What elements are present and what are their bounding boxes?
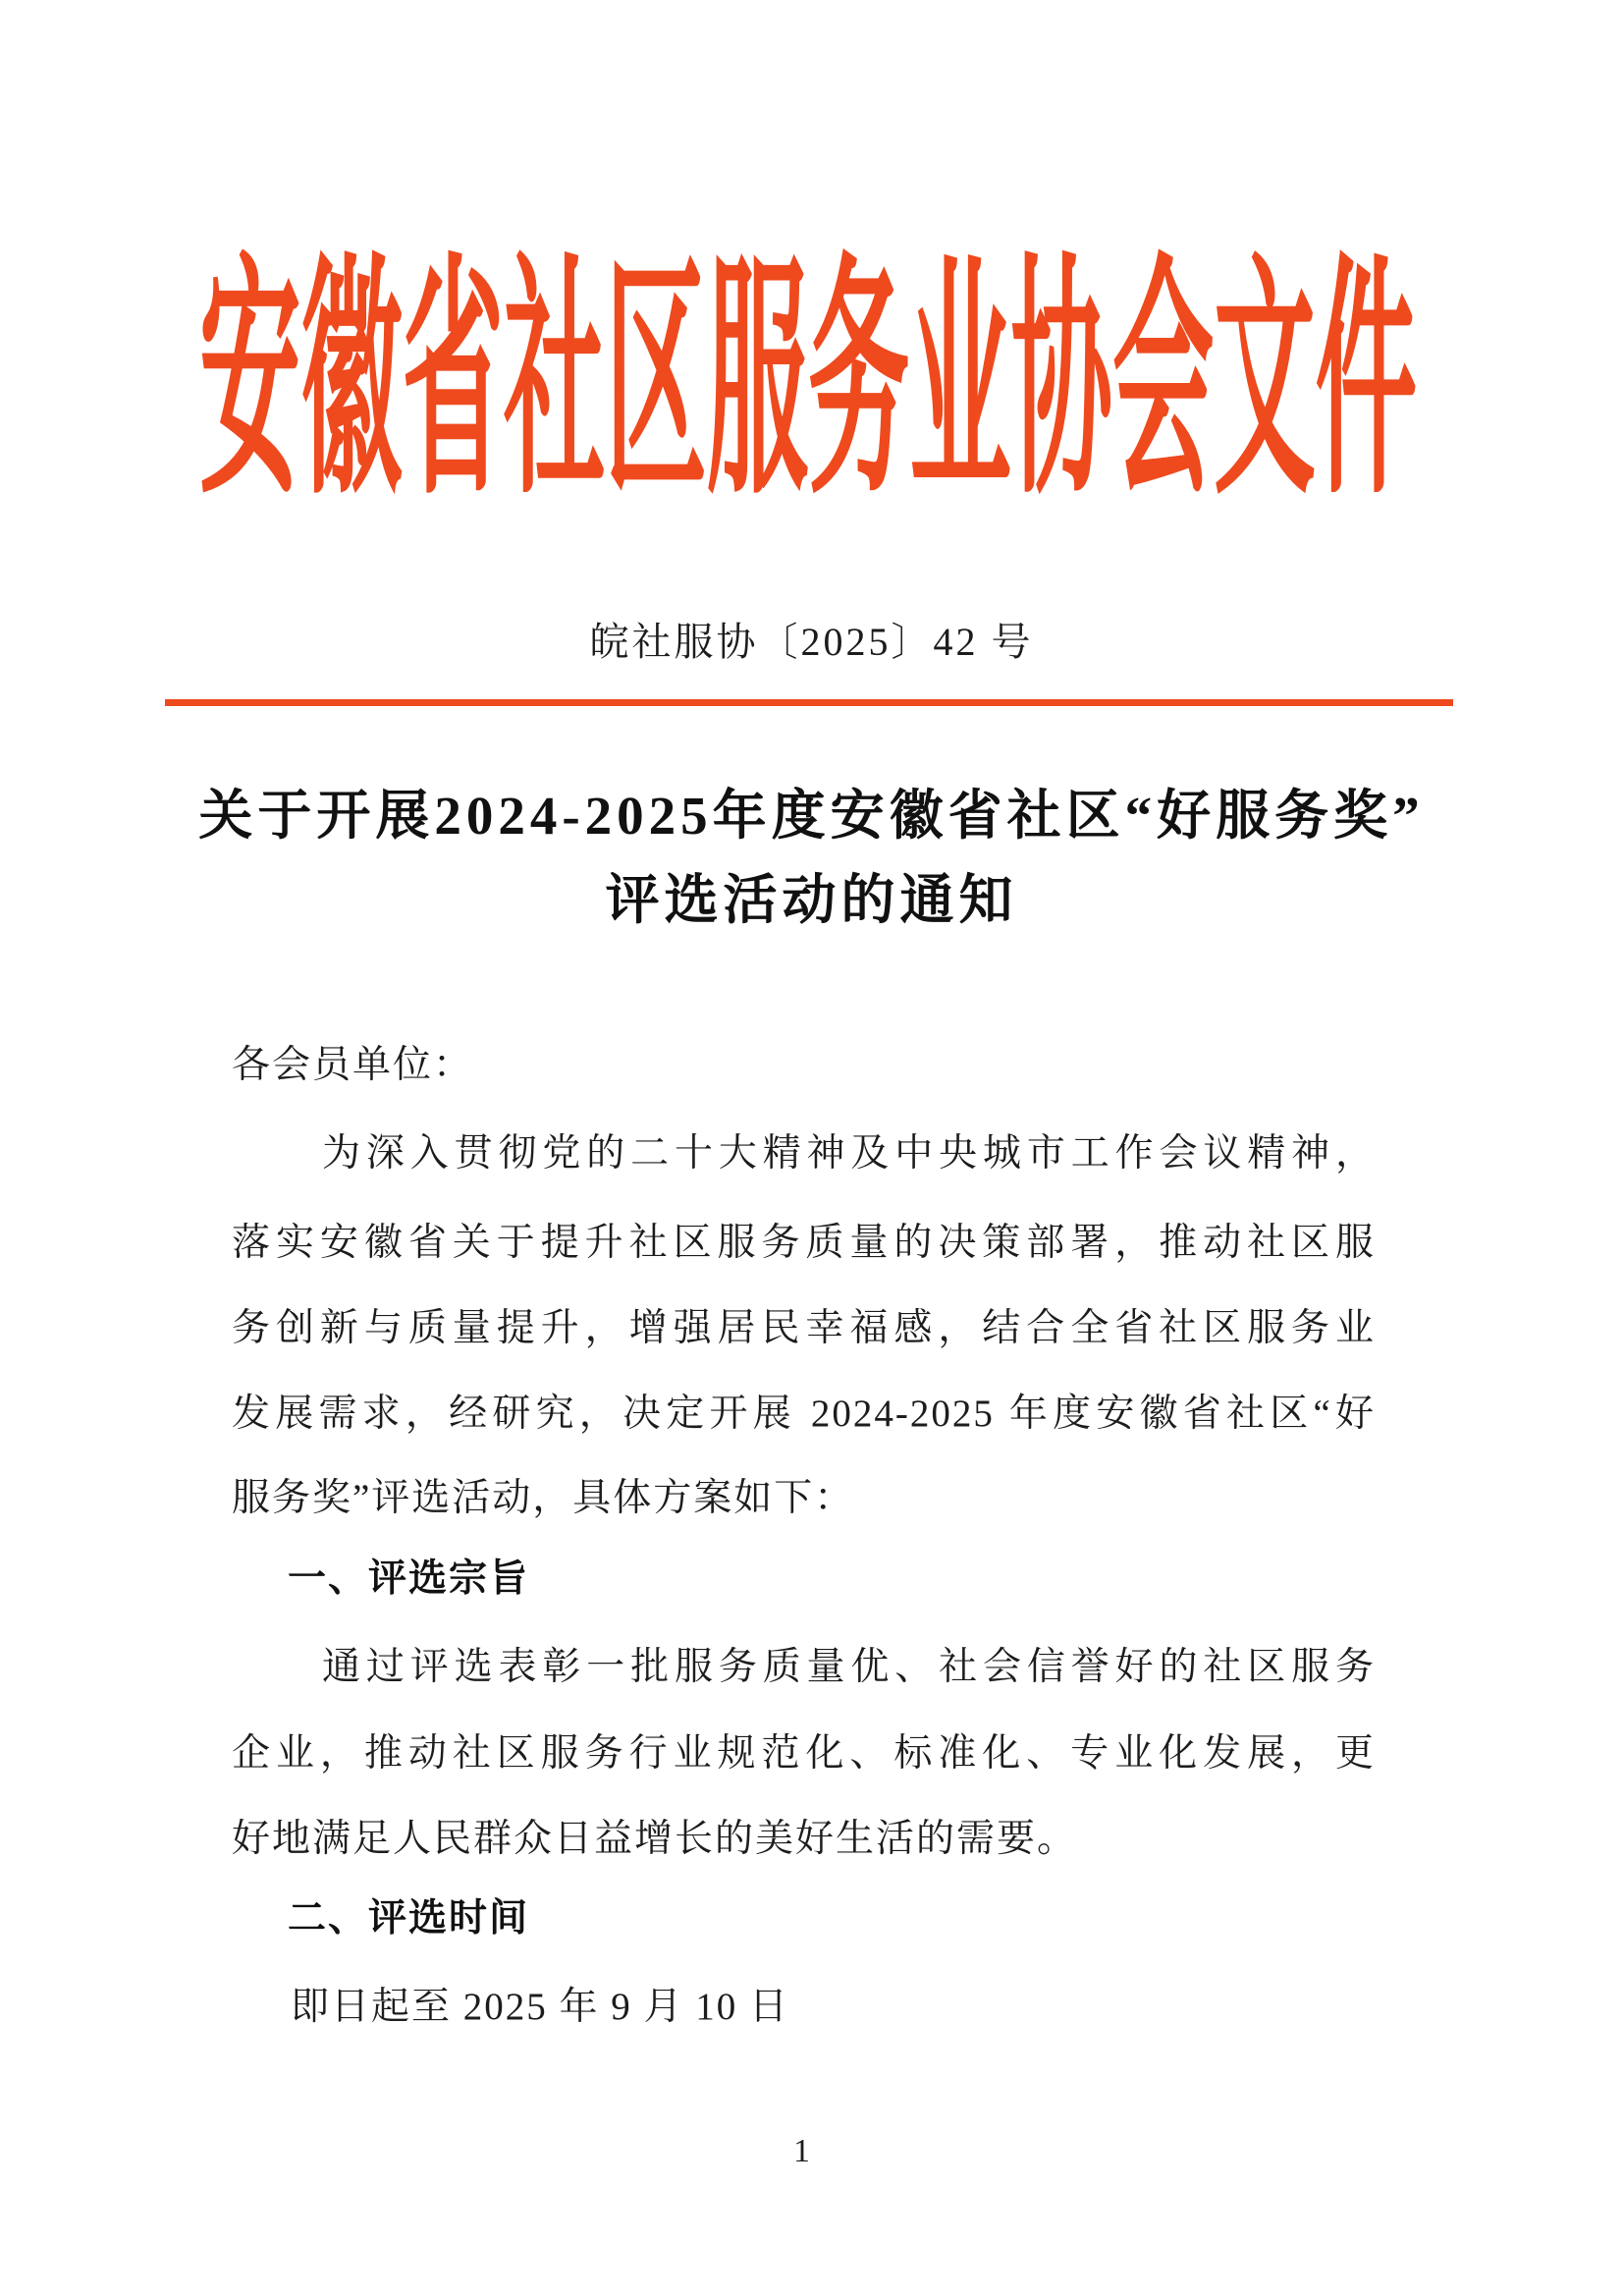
intro-paragraph-line: 为深入贯彻党的二十大精神及中央城市工作会议精神，	[322, 1132, 1376, 1175]
intro-paragraph-line: 务创新与质量提升，增强居民幸福感，结合全省社区服务业	[232, 1307, 1376, 1349]
section-heading: 二、评选时间	[288, 1897, 530, 1940]
section-paragraph-line: 即日起至 2025 年 9 月 10 日	[291, 1986, 790, 2028]
section-paragraph-line: 企业，推动社区服务行业规范化、标准化、专业化发展，更	[232, 1732, 1376, 1775]
intro-paragraph-line: 服务奖”评选活动，具体方案如下：	[232, 1477, 855, 1519]
section-heading: 一、评选宗旨	[288, 1558, 530, 1600]
salutation: 各会员单位：	[232, 1044, 474, 1086]
intro-paragraph-line: 发展需求，经研究，决定开展 2024-2025 年度安徽省社区“好	[232, 1393, 1376, 1435]
document-number: 皖社服协〔2025〕42 号	[589, 620, 1034, 664]
red-divider-line	[165, 699, 1453, 706]
org-header-title: 安徽省社区服务业协会文件	[199, 230, 1417, 529]
section-paragraph-line: 通过评选表彰一批服务质量优、社会信誉好的社区服务	[322, 1646, 1376, 1688]
section-paragraph-line: 好地满足人民群众日益增长的美好生活的需要。	[232, 1818, 1078, 1860]
org-header	[0, 226, 1623, 540]
notice-title-line-2: 评选活动的通知	[605, 870, 1018, 930]
notice-title-line-1: 关于开展2024-2025年度安徽省社区“好服务奖”	[198, 786, 1425, 846]
page-number: 1	[793, 2133, 810, 2169]
intro-paragraph-line: 落实安徽省关于提升社区服务质量的决策部署，推动社区服	[232, 1222, 1376, 1264]
